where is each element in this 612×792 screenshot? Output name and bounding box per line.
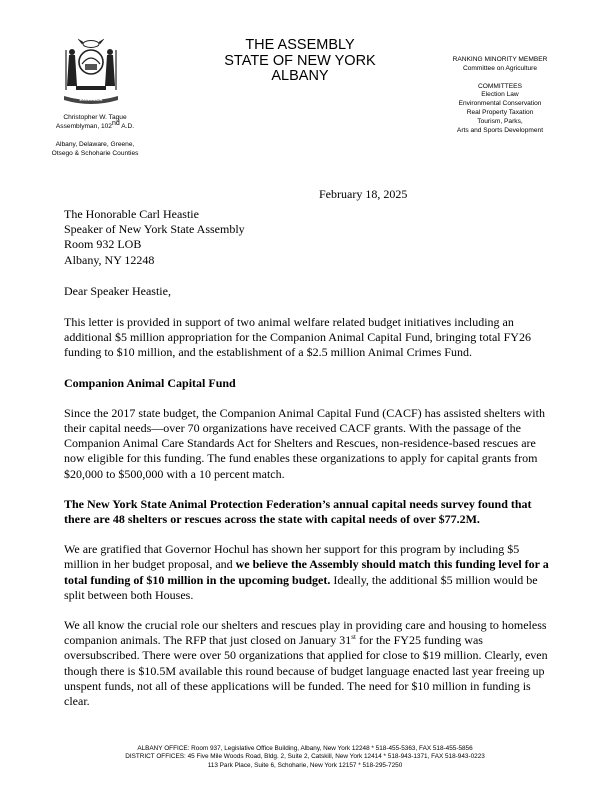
committee-block bbox=[430, 56, 570, 135]
member-title: Assemblyman, 102nd A.D. bbox=[55, 119, 135, 130]
letter-date: February 18, 2025 bbox=[319, 187, 408, 201]
paragraph-history: Since the 2017 state budget, the Companion Animal Capital Fund (CACF) has assisted shelters with their capital needs—over 70 organizations have received CACF grants. With the passage of the Companion Animal Care Standards Act for Shelters and Rescues, non-residence-based rescues are now eligible for this funding. The fund enables these organizations to apply for capital grants from $20,000 to $500,000 with a 10 percent match. bbox=[64, 405, 545, 481]
district-office-2: 113 Park Place, Suite 6, Schoharie, New York 12157 * 518-295-7250 bbox=[207, 761, 403, 769]
albany-office: ALBANY OFFICE: Room 937, Legislative Office Building, Albany, New York 12248 * 518-455-5363, FAX 518-455-5856 bbox=[137, 745, 473, 752]
committee-item: Tourism, Parks, bbox=[477, 117, 523, 125]
address-line: Speaker of New York State Assembly bbox=[64, 222, 245, 237]
ranking-committee: Committee on Agriculture bbox=[462, 64, 538, 72]
ranking-title: RANKING MINORITY MEMBER bbox=[452, 56, 548, 63]
committee-item: Environmental Conservation bbox=[458, 100, 542, 108]
member-name: Christopher W. Tague bbox=[63, 114, 127, 121]
assembly-title: THE ASSEMBLY STATE OF NEW YORK ALBANY bbox=[224, 37, 376, 84]
letterhead-footer bbox=[60, 745, 550, 770]
member-info bbox=[20, 113, 170, 131]
address-line: Albany, NY 12248 bbox=[64, 252, 155, 267]
committees-heading: COMMITTEES bbox=[478, 82, 522, 90]
new-york-state-seal bbox=[58, 38, 124, 108]
address-line: The Honorable Carl Heastie bbox=[64, 207, 199, 221]
salutation: Dear Speaker Heastie, bbox=[64, 283, 171, 298]
member-counties: Albany, Delaware, Greene, Otsego & Schoharie Counties bbox=[51, 141, 139, 157]
paragraph-governor: We are gratified that Governor Hochul has shown her support for this program by including $5 million in her budget proposal, and we believe the Assembly should match this funding level for a total funding of $10 million in the upcoming budget. Ideally, the additional $5 million would be split between both Houses. bbox=[64, 542, 549, 602]
seal-motto: EXCELSIOR bbox=[79, 97, 103, 102]
committee-item: Real Property Taxation bbox=[466, 108, 534, 116]
section-heading: Companion Animal Capital Fund bbox=[64, 375, 236, 390]
letter-body bbox=[64, 187, 554, 709]
paragraph-survey: The New York State Animal Protection Federation’s annual capital needs survey found that there are 48 shelters or rescues across the state with capital needs of over $77.2M. bbox=[64, 496, 532, 527]
district-offices: DISTRICT OFFICES: 45 Five Mile Woods Road, Bldg. 2, Suite 2, Catskill, New York 12414 * 518-943-1371, FAX 518-943-0223 bbox=[125, 753, 485, 761]
committee-item: Election Law bbox=[481, 91, 519, 99]
address-line: Room 932 LOB bbox=[64, 237, 142, 252]
committee-item: Arts and Sports Development bbox=[456, 126, 544, 134]
paragraph-rfp: We all know the crucial role our shelters and rescues play in providing care and housing to homeless companion animals. The RFP that just closed on January 31st for the FY25 funding was oversubscribed. There were over 50 organizations that applied for close to $19 million. Clearly, even though there is $10.5M available this round because of budget language enacted last year freeing up unspent funds, not all of these applications will be funded. The need for $10 million in funding is clear. bbox=[64, 618, 548, 709]
paragraph-intro: This letter is provided in support of two animal welfare related budget initiatives including an additional $5 million appropriation for the Companion Animal Capital Fund, bringing total FY26 funding to $10 million, and the establishment of a $2.5 million Animal Crimes Fund. bbox=[64, 315, 531, 360]
